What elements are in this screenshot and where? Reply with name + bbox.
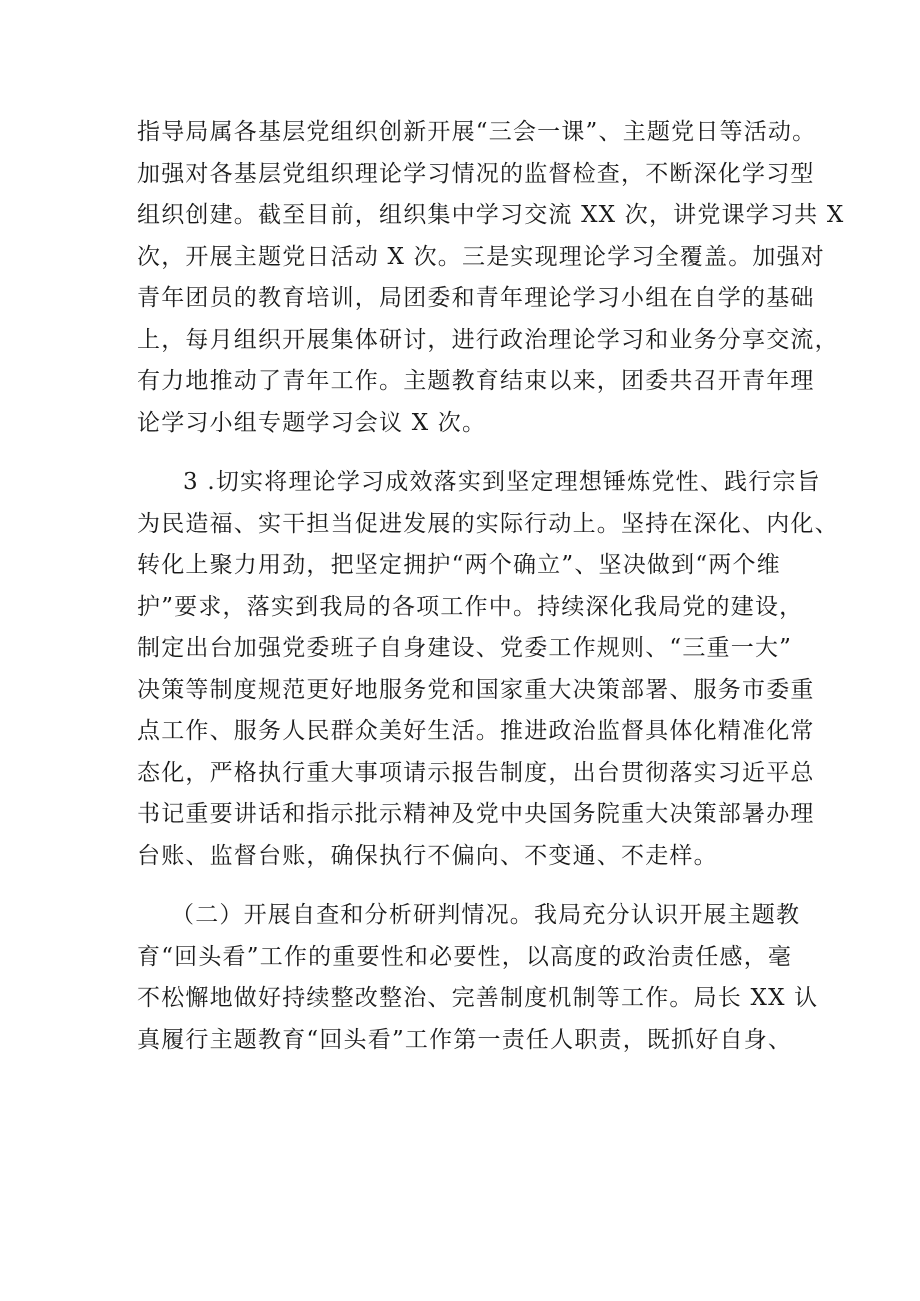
text-line: 有力地推动了青年工作。主题教育结束以来，团委共召开青年理 bbox=[137, 368, 815, 394]
text-line: 真履行主题教育“回头看”工作第一责任人职责，既抓好自身、 bbox=[137, 1026, 793, 1053]
text-line: 论学习小组专题学习会议 X 次。 bbox=[137, 409, 487, 436]
text-line: 转化上聚力用劲，把坚定拥护“两个确立”、坚决做到“两个维 bbox=[137, 552, 781, 578]
text-line: 点工作、服务人民群众美好生活。推进政治监督具体化精准化常 bbox=[137, 718, 815, 744]
paragraph-self-inspection bbox=[137, 895, 819, 1061]
paragraph-spacer bbox=[137, 444, 797, 462]
text-line: 决策等制度规范更好地服务党和国家重大决策部署、服务市委重 bbox=[137, 676, 815, 703]
text-line-first: （二）开展自查和分析研判情况。我局充分认识开展主题教 bbox=[171, 902, 801, 928]
text-line: 次，开展主题党日活动 X 次。三是实现理论学习全覆盖。加强对 bbox=[137, 243, 825, 270]
paragraph-theory-study-coverage bbox=[137, 112, 845, 444]
text-line: 制定出台加强党委班子自身建设、党委工作规则、“三重一大” bbox=[137, 635, 793, 661]
paragraph-spacer bbox=[137, 877, 797, 895]
text-line: 育“回头看”工作的重要性和必要性，以高度的政治责任感，毫 bbox=[137, 943, 793, 970]
text-line: 组织创建。截至目前，组织集中学习交流 XX 次，讲党课学习共 X bbox=[137, 202, 845, 228]
text-line: 书记重要讲话和指示批示精神及党中央国务院重大决策部暑办理 bbox=[137, 801, 815, 827]
text-line: 青年团员的教育培训，局团委和青年理论学习小组在自学的基础 bbox=[137, 285, 815, 311]
text-line: 为民造福、实干担当促进发展的实际行动上。坚持在深化、内化、 bbox=[137, 510, 839, 537]
text-line: 指导局属各基层党组织创新开展“三会一课”、主题党日等活动。 bbox=[137, 119, 817, 145]
paragraph-item-3-implementation bbox=[137, 462, 839, 877]
text-line: 上，每月组织开展集体研讨，进行政治理论学习和业务分享交流， bbox=[137, 326, 839, 353]
text-line-first: 3 .切实将理论学习成效落实到坚定理想锤炼党性、践行宗旨 bbox=[183, 469, 821, 495]
text-line: 不松懈地做好持续整改整治、完善制度机制等工作。局长 XX 认 bbox=[137, 985, 819, 1011]
document-body bbox=[137, 112, 845, 1061]
text-line: 加强对各基层党组织理论学习情况的监督检查，不断深化学习型 bbox=[137, 160, 815, 187]
text-line: 护”要求，落实到我局的各项工作中。持续深化我局党的建设， bbox=[137, 593, 804, 620]
text-line: 态化，严格执行重大事项请示报告制度，出台贯彻落实习近平总 bbox=[137, 759, 815, 786]
text-line: 台账、监督台账，确保执行不偏向、不变通、不走样。 bbox=[137, 842, 718, 869]
